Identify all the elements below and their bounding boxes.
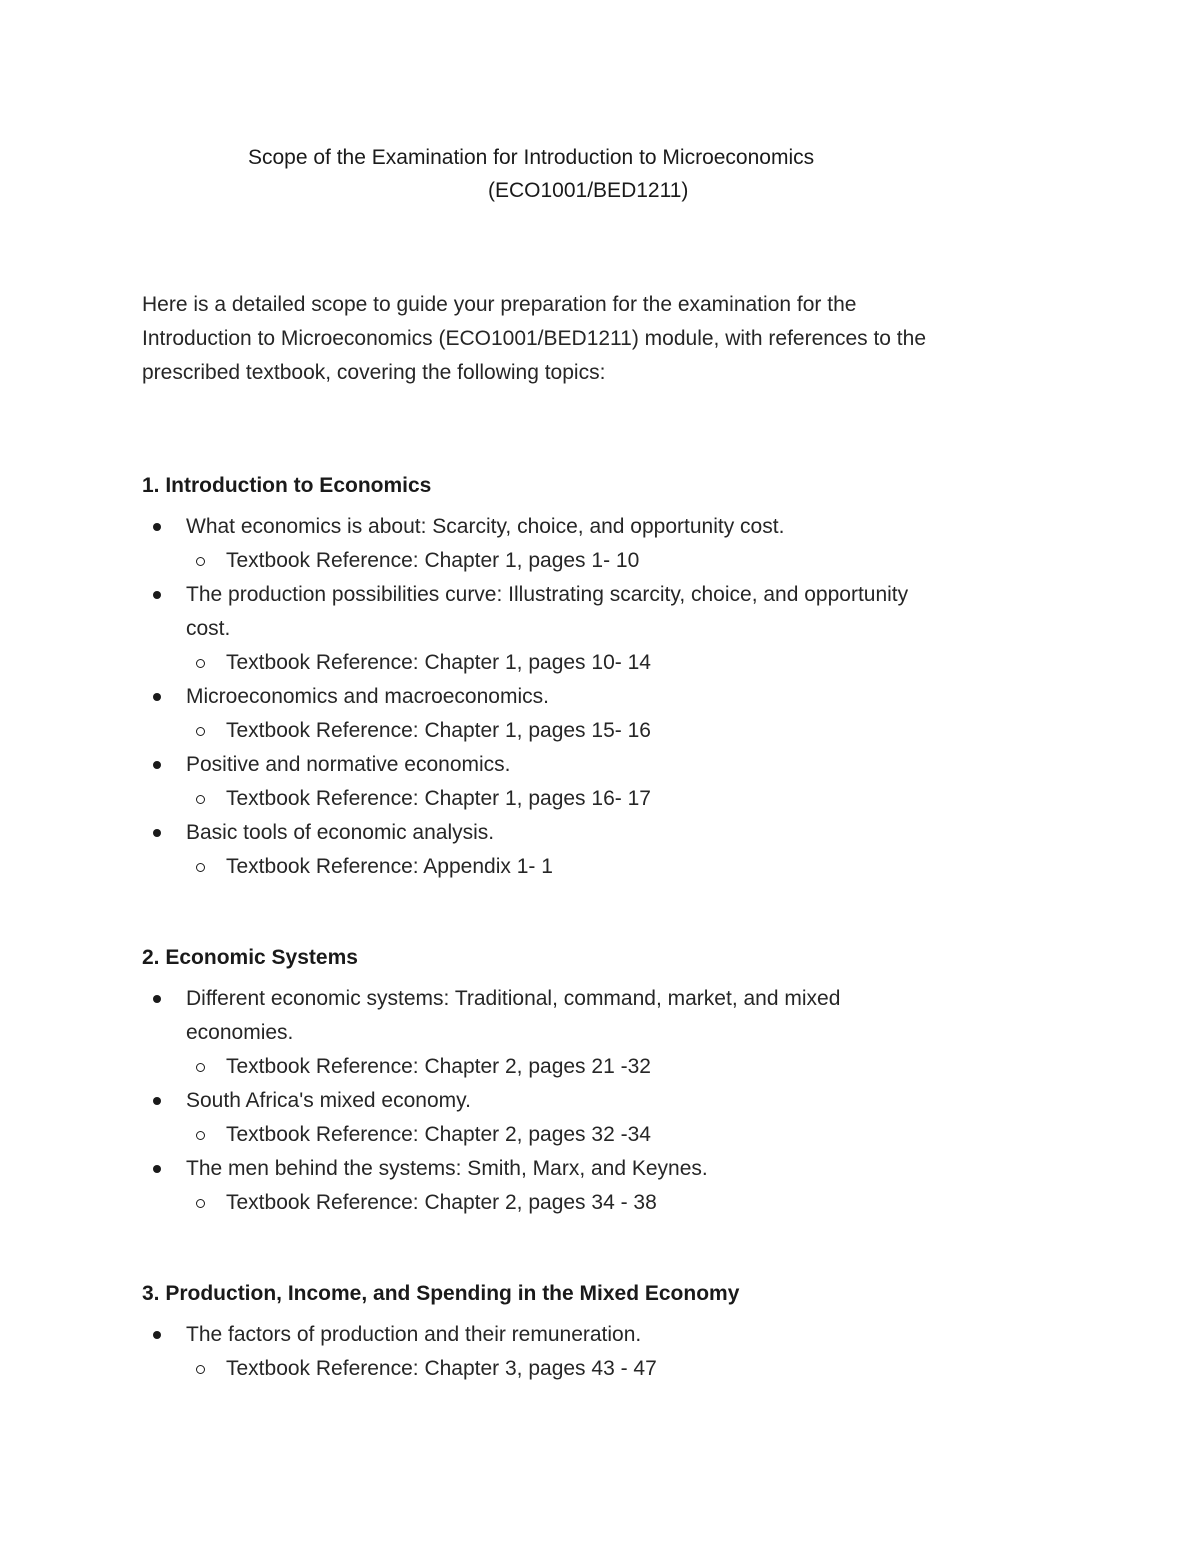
topic-text: Microeconomics and macroeconomics. bbox=[186, 685, 549, 708]
hollow-bullet-icon bbox=[196, 727, 205, 736]
hollow-bullet-icon bbox=[196, 1131, 205, 1140]
topic-text: Basic tools of economic analysis. bbox=[186, 821, 495, 844]
reference-text: Textbook Reference: Chapter 1, pages 10- 14 bbox=[226, 651, 651, 674]
reference-text: Textbook Reference: Chapter 1, pages 16- 17 bbox=[226, 787, 651, 810]
reference-item bbox=[186, 782, 1042, 816]
topic-item bbox=[142, 1318, 1042, 1386]
topic-text: South Africa's mixed economy. bbox=[186, 1089, 471, 1112]
topic-text-continued: cost. bbox=[186, 617, 231, 640]
topic-item bbox=[142, 1084, 1042, 1152]
intro-paragraph bbox=[142, 288, 1042, 390]
reference-item bbox=[186, 1050, 1042, 1084]
section-heading: 2. Economic Systems bbox=[142, 946, 358, 969]
topic-text: The men behind the systems: Smith, Marx, and Keynes. bbox=[186, 1157, 708, 1180]
bullet-icon bbox=[153, 995, 161, 1003]
topic-item bbox=[142, 578, 1042, 680]
topic-text-continued: economies. bbox=[186, 1021, 294, 1044]
section-heading: 3. Production, Income, and Spending in the Mixed Economy bbox=[142, 1282, 740, 1305]
bullet-icon bbox=[153, 1097, 161, 1105]
reference-text: Textbook Reference: Chapter 2, pages 21 -32 bbox=[226, 1055, 651, 1078]
bullet-icon bbox=[153, 523, 161, 531]
section-introduction-to-economics bbox=[142, 469, 1042, 884]
title-line-1: Scope of the Examination for Introduction to Microeconomics bbox=[248, 146, 815, 169]
topic-item bbox=[142, 748, 1042, 816]
topic-text: The production possibilities curve: Illustrating scarcity, choice, and opportunity bbox=[186, 583, 909, 606]
bullet-icon bbox=[153, 829, 161, 837]
reference-item bbox=[186, 850, 1042, 884]
intro-line: Introduction to Microeconomics (ECO1001/BED1211) module, with references to the bbox=[142, 327, 926, 350]
reference-text: Textbook Reference: Chapter 2, pages 32 -34 bbox=[226, 1123, 651, 1146]
intro-line: Here is a detailed scope to guide your preparation for the examination for the bbox=[142, 293, 857, 316]
topic-item bbox=[142, 1152, 1042, 1220]
bullet-icon bbox=[153, 1165, 161, 1173]
reference-text: Textbook Reference: Chapter 2, pages 34 - 38 bbox=[226, 1191, 657, 1214]
topic-text: The factors of production and their remuneration. bbox=[186, 1323, 642, 1346]
topic-text: What economics is about: Scarcity, choice, and opportunity cost. bbox=[186, 515, 785, 538]
topic-item bbox=[142, 680, 1042, 748]
hollow-bullet-icon bbox=[196, 1199, 205, 1208]
bullet-icon bbox=[153, 761, 161, 769]
title-line-2: (ECO1001/BED1211) bbox=[488, 179, 689, 202]
bullet-icon bbox=[153, 693, 161, 701]
reference-item bbox=[186, 1118, 1042, 1152]
topic-text: Different economic systems: Traditional, command, market, and mixed bbox=[186, 987, 841, 1010]
section-production-income-spending bbox=[142, 1277, 1042, 1386]
section-economic-systems bbox=[142, 941, 1042, 1220]
bullet-icon bbox=[153, 1331, 161, 1339]
reference-text: Textbook Reference: Chapter 1, pages 1- 10 bbox=[226, 549, 640, 572]
reference-text: Textbook Reference: Chapter 3, pages 43 - 47 bbox=[226, 1357, 657, 1380]
reference-item bbox=[186, 1352, 1042, 1386]
hollow-bullet-icon bbox=[196, 1365, 205, 1374]
topic-list bbox=[142, 1318, 1042, 1386]
reference-item bbox=[186, 646, 1042, 680]
hollow-bullet-icon bbox=[196, 659, 205, 668]
topic-list bbox=[142, 510, 1042, 884]
bullet-icon bbox=[153, 591, 161, 599]
topic-item bbox=[142, 510, 1042, 578]
reference-text: Textbook Reference: Appendix 1- 1 bbox=[226, 855, 553, 878]
topic-list bbox=[142, 982, 1042, 1220]
hollow-bullet-icon bbox=[196, 863, 205, 872]
hollow-bullet-icon bbox=[196, 795, 205, 804]
topic-item bbox=[142, 982, 1042, 1084]
hollow-bullet-icon bbox=[196, 557, 205, 566]
reference-text: Textbook Reference: Chapter 1, pages 15- 16 bbox=[226, 719, 651, 742]
topic-text: Positive and normative economics. bbox=[186, 753, 511, 776]
intro-line: prescribed textbook, covering the following topics: bbox=[142, 361, 606, 384]
reference-item bbox=[186, 1186, 1042, 1220]
reference-item bbox=[186, 714, 1042, 748]
hollow-bullet-icon bbox=[196, 1063, 205, 1072]
reference-item bbox=[186, 544, 1042, 578]
section-heading: 1. Introduction to Economics bbox=[142, 474, 432, 497]
topic-item bbox=[142, 816, 1042, 884]
